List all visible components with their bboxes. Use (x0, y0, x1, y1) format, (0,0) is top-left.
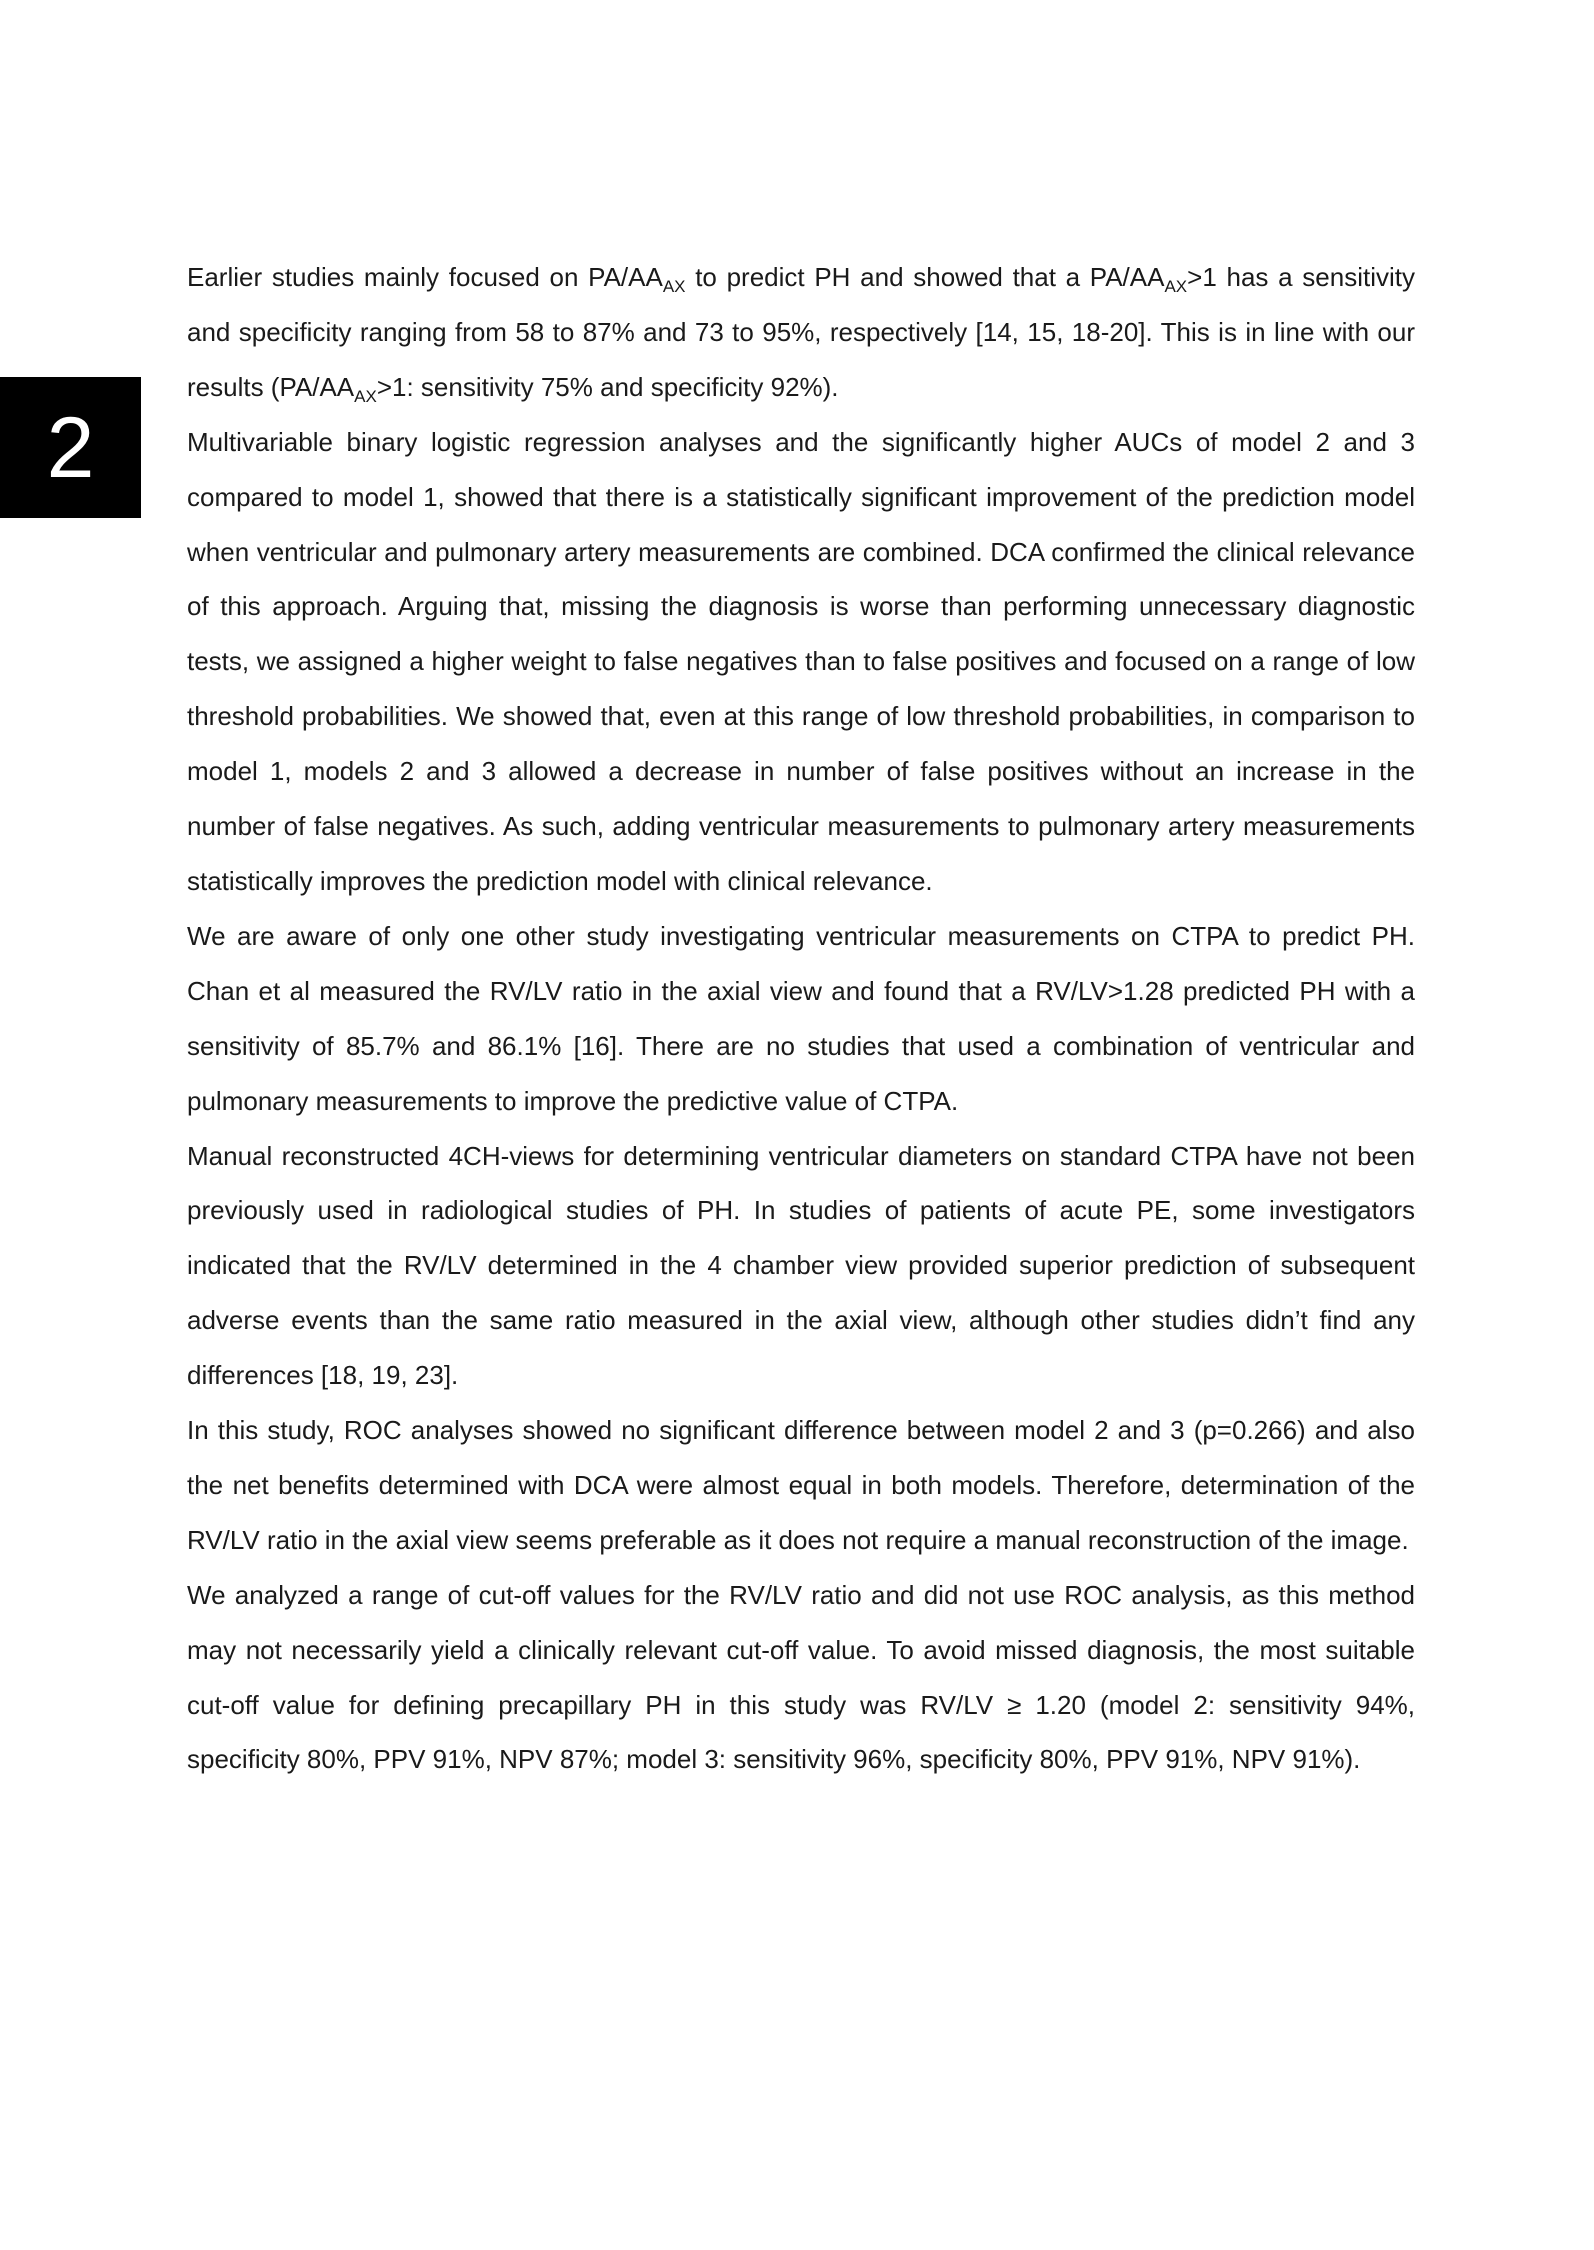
paragraph-1-part-d: >1: sensitivity 75% and specificity 92%). (376, 371, 839, 402)
paragraph-5: In this study, ROC analyses showed no significant difference between model 2 and 3 (p=0.266) and also the net benefits determined with DCA were almost equal in both models. Therefore, determination of the RV/LV ratio in the axial view seems preferable as it does not require a manual reconstruction of the image. (187, 1415, 1415, 1555)
chapter-number-tab (0, 377, 141, 518)
chapter-number: 2 (46, 399, 95, 496)
paragraph-4: Manual reconstructed 4CH-views for determining ventricular diameters on standard CTPA have not been previously used in radiological studies of PH. In studies of patients of acute PE, some investigators indicated that the RV/LV determined in the 4 chamber view provided superior prediction of subsequent adverse events than the same ratio measured in the axial view, although other studies didn’t find any differences [18, 19, 23]. (187, 1140, 1415, 1391)
paragraph-6: We analyzed a range of cut-off values for the RV/LV ratio and did not use ROC analysis, as this method may not necessarily yield a clinically relevant cut-off value. To avoid missed diagnosis, the most suitable cut-off value for defining precapillary PH in this study was RV/LV ≥ 1.20 (model 2: sensitivity 94%, specificity 80%, PPV 91%, NPV 87%; model 3: sensitivity 96%, specificity 80%, PPV 91%, NPV 91%). (187, 1579, 1415, 1775)
paragraph-2: Multivariable binary logistic regression analyses and the significantly higher AUCs of model 2 and 3 compared to model 1, showed that there is a statistically significant improvement of the prediction model when ventricular and pulmonary artery measurements are combined. DCA confirmed the clinical relevance of this approach. Arguing that, missing the diagnosis is worse than performing unnecessary diagnostic tests, we assigned a higher weight to false negatives than to false positives and focused on a range of low threshold probabilities. We showed that, even at this range of low threshold probabilities, in comparison to model 1, models 2 and 3 allowed a decrease in number of false positives without an increase in the number of false negatives. As such, adding ventricular measurements to pulmonary artery measurements statistically improves the prediction model with clinical relevance. (187, 426, 1415, 896)
subscript-ax: AX (354, 386, 377, 406)
subscript-ax: AX (662, 277, 686, 296)
paragraph-1-part-c: >1 has a sensitivity and specificity ranging from 58 to 87% and 73 to 95%, respectively [14, 15, 18-20]. This is in line with our results (PA/AA (187, 262, 1415, 402)
paragraph-1-part-a: Earlier studies mainly focused on PA/AA (187, 262, 663, 292)
subscript-ax: AX (1164, 277, 1188, 296)
body-text (187, 250, 1415, 1787)
paragraph-1-part-b: to predict PH and showed that a PA/AA (685, 262, 1165, 292)
paragraph-1 (187, 250, 1415, 415)
paragraph-3: We are aware of only one other study investigating ventricular measurements on CTPA to predict PH. Chan et al measured the RV/LV ratio in the axial view and found that a RV/LV>1.28 predicted PH with a sensitivity of 85.7% and 86.1% [16]. There are no studies that used a combination of ventricular and pulmonary measurements to improve the predictive value of CTPA. (187, 920, 1415, 1116)
